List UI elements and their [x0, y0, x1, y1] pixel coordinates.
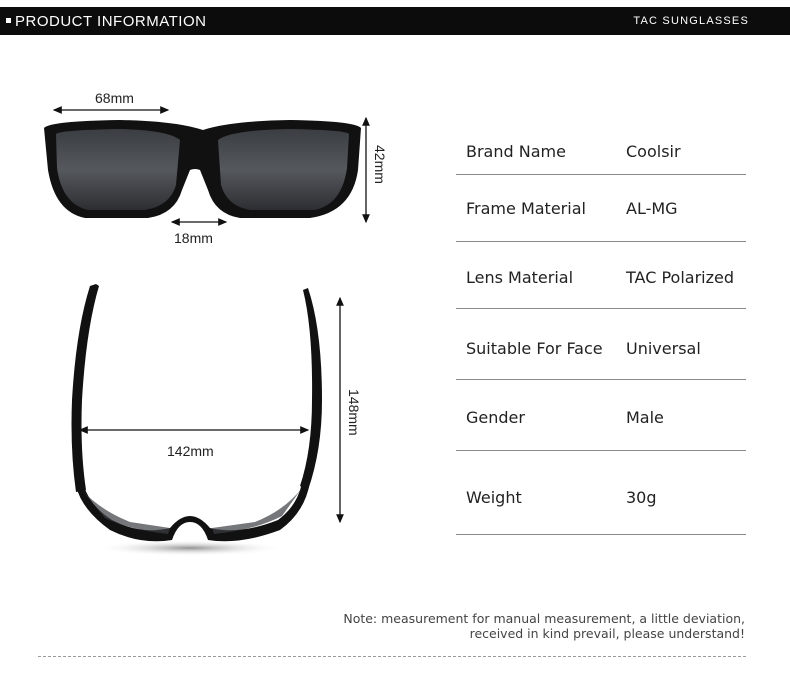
header-subtitle: TAC SUNGLASSES — [633, 15, 749, 27]
lens-width-label: 68mm — [95, 90, 134, 106]
spec-value: 30g — [626, 488, 657, 507]
dashed-divider — [38, 656, 746, 657]
spec-value: AL-MG — [626, 199, 678, 218]
spec-value: TAC Polarized — [626, 268, 734, 287]
spec-label: Gender — [466, 408, 525, 427]
spec-row-gender — [456, 380, 746, 451]
glasses-diagram — [0, 0, 440, 600]
measurement-note — [343, 611, 745, 641]
spec-label: Frame Material — [466, 199, 586, 218]
temple-length-label: 148mm — [346, 389, 362, 436]
spec-label: Lens Material — [466, 268, 574, 287]
bridge-width-label: 18mm — [174, 230, 213, 246]
spec-value: Coolsir — [626, 142, 681, 161]
shadow — [95, 540, 285, 556]
spec-label: Brand Name — [466, 142, 566, 161]
frame-width-label: 142mm — [167, 443, 214, 459]
front-frame-top — [76, 482, 310, 541]
right-lens — [218, 129, 349, 210]
spec-label: Weight — [466, 488, 522, 507]
note-line-1: Note: measurement for manual measurement, a little deviation, — [343, 611, 745, 626]
top-view-glasses — [72, 284, 323, 556]
spec-row-face — [456, 309, 746, 380]
spec-row-brand — [456, 118, 746, 175]
spec-value: Universal — [626, 339, 701, 358]
spec-row-frame-material — [456, 175, 746, 242]
left-lens — [56, 129, 180, 210]
front-view-glasses — [44, 120, 361, 218]
note-line-2: received in kind prevail, please understand! — [469, 626, 745, 641]
spec-value: Male — [626, 408, 664, 427]
spec-row-lens-material — [456, 242, 746, 309]
spec-label: Suitable For Face — [466, 339, 603, 358]
spec-row-weight — [456, 451, 746, 535]
lens-height-label: 42mm — [372, 145, 388, 184]
left-temple — [72, 284, 100, 492]
right-temple — [300, 288, 322, 490]
header-title: PRODUCT INFORMATION — [15, 13, 207, 30]
